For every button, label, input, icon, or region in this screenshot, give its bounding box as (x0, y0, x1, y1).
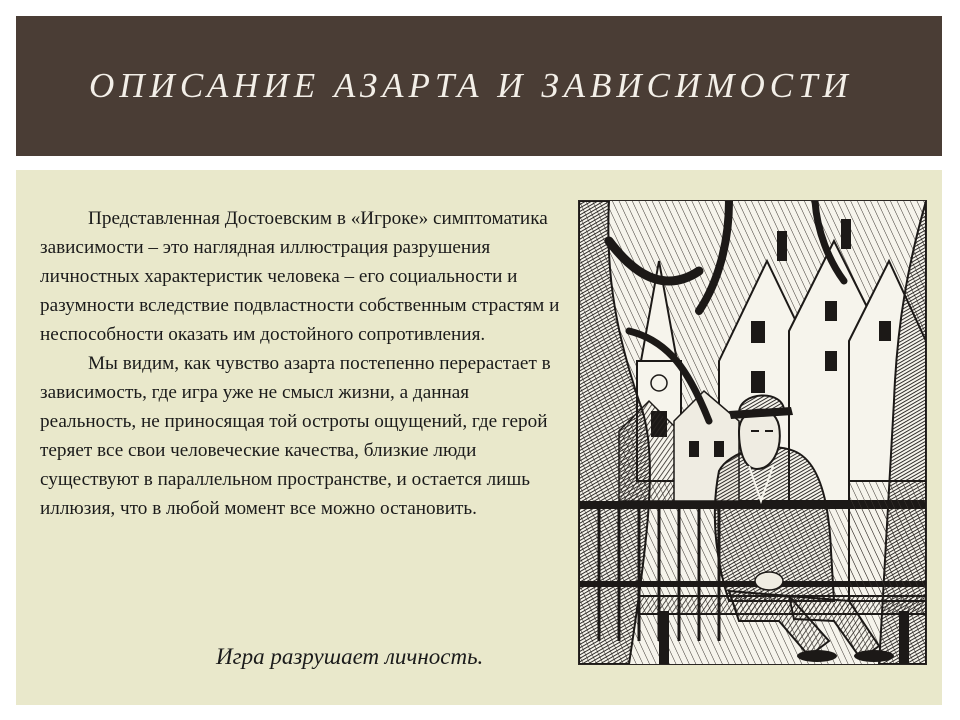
engraving-man-on-bench-icon (579, 201, 926, 664)
engraving-illustration (578, 200, 927, 665)
paragraph-2: Мы видим, как чувство азарта постепенно перерастает в зависимость, где игра уже не смысл жизни, а данная реальность, не приносящая той остроты ощущений, где герой теряет все свои человеческие качества, близкие люди существуют в параллельном пространстве, и остается лишь иллюзия, что в любой момент все можно остановить. (40, 353, 551, 519)
title-band (16, 16, 942, 156)
content-panel (16, 170, 942, 705)
paragraph-1: Представленная Достоевским в «Игроке» симптоматика зависимости – это наглядная иллюстрация разрушения личностных характеристик человека – его социальности и разумности вследствие подвластности собственным страстям и неспособности оказать им достойного сопротивления. (40, 208, 560, 345)
body-text (40, 204, 560, 523)
slide-title: ОПИСАНИЕ АЗАРТА И ЗАВИСИМОСТИ (89, 66, 853, 105)
closing-quote: Игра разрушает личность. (216, 644, 484, 669)
